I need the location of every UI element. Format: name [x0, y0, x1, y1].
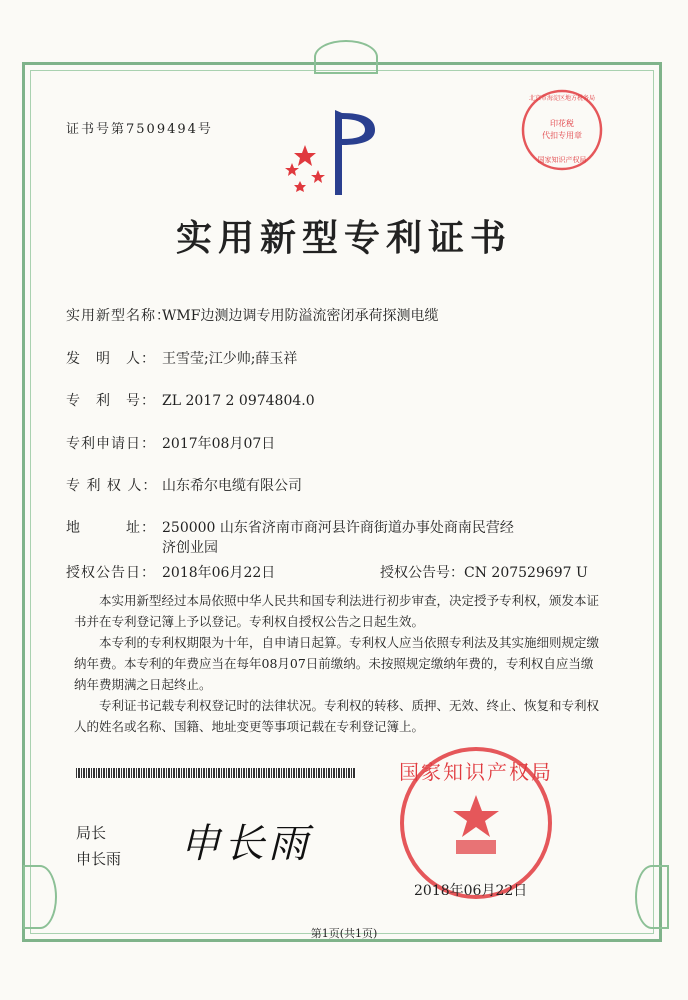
top-ornament: [314, 40, 378, 74]
svg-text:国家知识产权局: 国家知识产权局: [399, 760, 553, 784]
paragraph: 本实用新型经过本局依照中华人民共和国专利法进行初步审查，决定授予专利权，颁发本证书并在专利登记簿上予以登记。专利权自授权公告之日起生效。: [74, 593, 600, 629]
field-filing-date: 专利申请日： 2017年08月07日: [66, 436, 276, 452]
paragraph: 本专利的专利权期限为十年，自申请日起算。专利权人应当依照专利法及其实施细则规定缴纳年费。本专利的年费应当在每年08月07日前缴纳。未按照规定缴纳年费的，专利权自应当缴纳年费期满之日起终止。: [74, 635, 600, 692]
cnipa-logo-icon: [280, 105, 390, 200]
barcode: [76, 768, 356, 778]
svg-text:印花税: 印花税: [550, 119, 574, 128]
signature: 申长雨: [180, 821, 312, 867]
field-announce-date: 授权公告日： 2018年06月22日: [66, 565, 276, 581]
svg-text:国家知识产权局: 国家知识产权局: [537, 156, 587, 164]
field-patent-number: 专 利 号： ZL 2017 2 0974804.0: [66, 393, 315, 409]
field-announce-number: 授权公告号：CN 207529697 U: [380, 565, 588, 581]
certificate-body: [74, 590, 604, 737]
official-seal: [398, 745, 554, 901]
page-title: 实用新型专利证书: [175, 217, 512, 259]
page-footer: 第1页(共1页): [310, 927, 378, 940]
signatory-title: 局长: [76, 824, 107, 842]
paragraph: 专利证书记载专利权登记时的法律状况。专利权的转移、质押、无效、终止、恢复和专利权人的姓名或名称、国籍、地址变更等事项记载在专利登记簿上。: [74, 698, 600, 734]
svg-text:北京市海淀区地方税务局: 北京市海淀区地方税务局: [528, 95, 596, 102]
corner-ornament-right: [635, 865, 669, 929]
corner-ornament-left: [23, 865, 57, 929]
signatory-name: 申长雨: [76, 850, 122, 868]
seal-date: 2018年06月22日: [414, 883, 528, 899]
field-patentee: 专 利 权 人： 山东希尔电缆有限公司: [66, 478, 302, 494]
tax-stamp: [520, 88, 604, 172]
svg-text:代扣专用章: 代扣专用章: [542, 131, 582, 140]
field-address: 地 址： 250000 山东省济南市商河县许商街道办事处商南民营经 济创业园: [66, 520, 514, 556]
field-name: 实用新型名称：WMF边测边调专用防溢流密闭承荷探测电缆: [66, 308, 439, 324]
certificate-number: 证书号第7509494号: [66, 122, 213, 137]
field-inventors: 发 明 人： 王雪莹;江少帅;薛玉祥: [66, 351, 298, 367]
